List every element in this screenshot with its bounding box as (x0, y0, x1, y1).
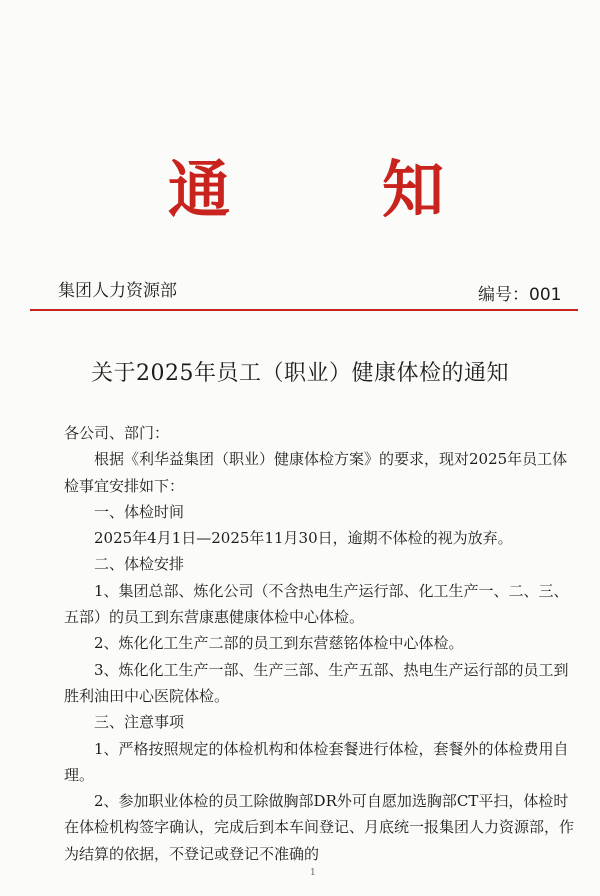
notice-title (0, 150, 600, 230)
section-3-heading: 三、注意事项 (94, 713, 185, 732)
section-2-item-1: 1、集团总部、炼化公司（不含热电生产运行部、化工生产一、二、三、五部）的员工到东营康惠健康体检中心体检。 (64, 581, 569, 627)
section-2-heading: 二、体检安排 (94, 555, 185, 574)
salutation: 各公司、部门： (64, 424, 170, 442)
document-number: 编号：001 (478, 285, 562, 305)
section-3-item-2: 2、参加职业体检的员工除做胸部DR外可自愿加选胸部CT平扫，体检时在体检机构签字确认，完成后到本车间登记、月底统一报集团人力资源部，作为结算的依据，不登记或登记不准确的 (64, 792, 575, 863)
issuing-department: 集团人力资源部 (58, 281, 177, 301)
page-footer-mark: 1 (310, 868, 316, 878)
notice-title-char-1: 通 (168, 153, 231, 226)
section-3-item-1: 1、严格按照规定的体检机构和体检套餐进行体检，套餐外的体检费用自理。 (64, 739, 569, 784)
section-2-item-3: 3、炼化化工生产一部、生产三部、生产五部、热电生产运行部的员工到胜利油田中心医院体检。 (64, 660, 569, 705)
section-1-text: 2025年4月1日—2025年11月30日，逾期不体检的视为放弃。 (94, 529, 513, 548)
document-body (64, 420, 574, 867)
intro-paragraph: 根据《利华益集团（职业）健康体检方案》的要求，现对2025年员工体检事宜安排如下： (64, 450, 568, 495)
notice-title-char-2: 知 (382, 153, 445, 226)
section-2-item-2: 2、炼化化工生产二部的员工到东营慈铭体检中心体检。 (94, 634, 464, 653)
red-divider-line (30, 309, 578, 311)
document-title: 关于2025年员工（职业）健康体检的通知 (91, 361, 509, 386)
section-1-heading: 一、体检时间 (94, 502, 185, 521)
